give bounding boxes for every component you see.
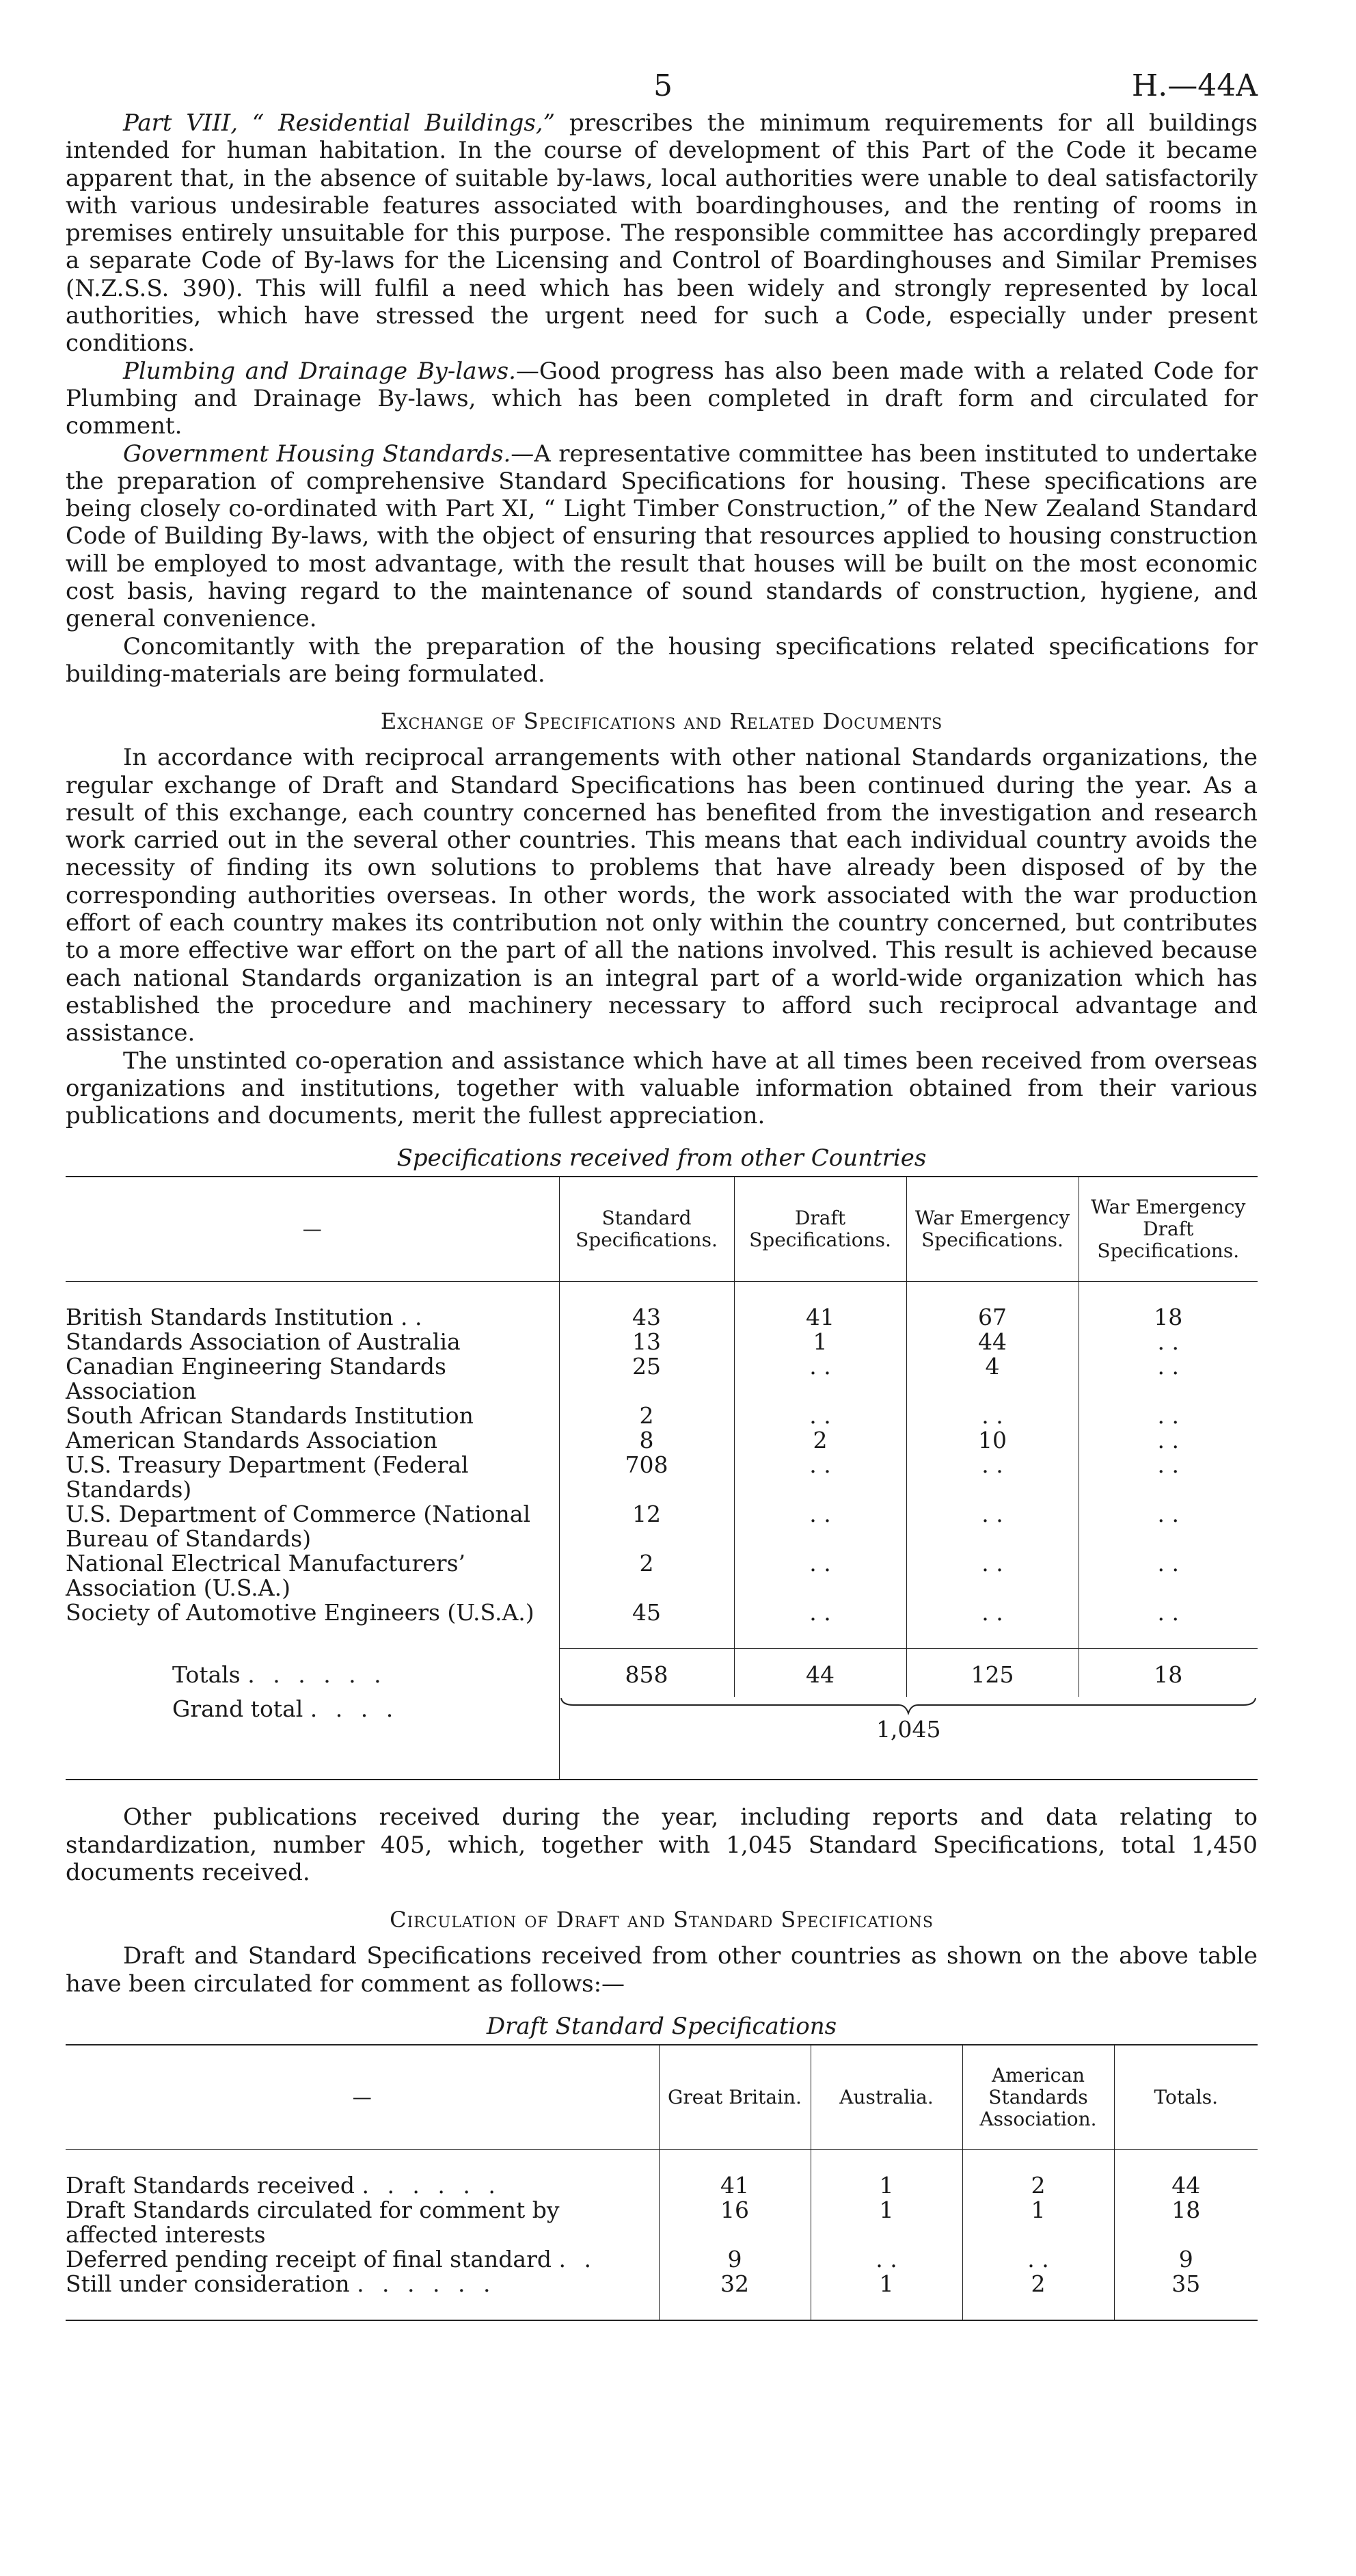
totals-label xyxy=(66,1649,559,1698)
table-cell: . . xyxy=(734,1354,906,1404)
table-cell: 44 xyxy=(1114,2173,1258,2198)
table-row xyxy=(66,2272,1258,2296)
table-row xyxy=(66,1551,1258,1600)
row-label-text: Still under consideration xyxy=(66,2270,350,2297)
table-cell: . . xyxy=(811,2247,962,2272)
spacer-row xyxy=(66,2149,1258,2173)
row-label: South African Standards Institution xyxy=(66,1402,474,1430)
leader-dots: . . . . xyxy=(310,1695,399,1723)
paragraph-other-publications: Other publications received during the year, including reports and data relating to standardization, number 405, which, together with 1,045 Standard Specifications, total 1,450 documents received. xyxy=(66,1803,1258,1886)
paragraph-reciprocal-arrangements: In accordance with reciprocal arrangements with other national Standards organizations, the regular exchange of Draft and Standard Specifications has been continued during the year. As a result of this exchange, each country concerned has benefited from the investigation and research work carried out in the several other countries. This means that each individual country avoids the necessity of finding its own solutions to problems that have already been disposed of by the corresponding authorities overseas. In other words, the work associated with the war production effort of each country makes its contribution not only within the country concerned, but contributes to a more effective war effort on the part of all the nations involved. This result is achieved because each national Standards organization is an integral part of a world-wide organization which has established the procedure and machinery necessary to afford such reciprocal advantage and assistance. xyxy=(66,744,1258,1047)
table-cell: . . xyxy=(734,1600,906,1625)
table-cell: . . xyxy=(1079,1428,1258,1453)
table-cell: . . xyxy=(1079,1502,1258,1551)
row-label: Standards Association of Australia xyxy=(66,1328,461,1356)
row-label: Draft Standards circulated for comment by affected interests xyxy=(66,2196,560,2248)
table-row xyxy=(66,2247,1258,2272)
table-cell: 2 xyxy=(962,2272,1114,2296)
table-cell: 16 xyxy=(659,2198,811,2247)
table-cell: 25 xyxy=(559,1354,734,1404)
spacer-row xyxy=(66,1625,1258,1649)
column-header: War Emergency Specifications. xyxy=(906,1177,1079,1282)
row-label xyxy=(66,2272,659,2296)
leader-dots: . . . . . . xyxy=(247,1661,387,1688)
table-row xyxy=(66,1404,1258,1428)
table-row xyxy=(66,1305,1258,1330)
table-cell: 41 xyxy=(734,1305,906,1330)
table-row xyxy=(66,1354,1258,1404)
table-caption-received: Specifications received from other Countries xyxy=(396,1144,927,1172)
grand-total-row xyxy=(66,1697,1258,1780)
paragraph-government-housing xyxy=(66,440,1258,633)
table-cell: . . xyxy=(1079,1330,1258,1354)
grouping-brace xyxy=(560,1697,1258,1716)
column-header: War Emergency Draft Specifications. xyxy=(1079,1177,1258,1282)
row-label: Canadian Engineering Standards Association xyxy=(66,1353,446,1405)
table-header-row xyxy=(66,1177,1258,1282)
paragraph-residential-buildings xyxy=(66,109,1258,358)
table-cell: 12 xyxy=(559,1502,734,1551)
table-row xyxy=(66,1600,1258,1625)
section-heading-circulation: Circulation of Draft and Standard Specifications xyxy=(390,1907,934,1933)
column-header: Draft Specifications. xyxy=(734,1177,906,1282)
table-caption-draft: Draft Standard Specifications xyxy=(486,2012,837,2040)
document-reference: H.—44A xyxy=(1131,68,1258,103)
table-cell: 45 xyxy=(559,1600,734,1625)
table-cell: . . xyxy=(1079,1404,1258,1428)
paragraph-concomitantly: Concomitantly with the preparation of the housing specifications related specifications for building-materials are being formulated. xyxy=(66,632,1258,688)
column-header: Australia. xyxy=(811,2045,962,2150)
table-cell: . . xyxy=(906,1404,1079,1428)
table-cell: . . xyxy=(1079,1551,1258,1600)
table-row xyxy=(66,1502,1258,1551)
brace-shape xyxy=(560,1697,1257,1716)
table-cell: . . xyxy=(1079,1354,1258,1404)
column-header: — xyxy=(66,2045,659,2150)
table-header-row xyxy=(66,2045,1258,2150)
paragraph-title: Government Housing Standards. xyxy=(123,440,511,468)
paragraph-circulated: Draft and Standard Specifications received from other countries as shown on the above table have been circulated for comment as follows:— xyxy=(66,1942,1258,1998)
total-cell: 44 xyxy=(734,1649,906,1698)
specifications-received-table xyxy=(66,1176,1258,1780)
grand-total-cell xyxy=(559,1697,1258,1780)
leader-dots: . . xyxy=(558,2245,597,2272)
row-label: National Electrical Manufacturers’ Association (U.S.A.) xyxy=(66,1550,466,1602)
column-header: — xyxy=(66,1177,559,1282)
grand-total-label xyxy=(66,1697,559,1780)
paragraph-cooperation: The unstinted co-operation and assistance which have at all times been received from overseas organizations and institutions, together with valuable information obtained from their various publications and documents, merit the fullest appreciation. xyxy=(66,1047,1258,1130)
table-cell: . . xyxy=(1079,1600,1258,1625)
row-label xyxy=(66,2173,659,2198)
grand-total-value: 1,045 xyxy=(876,1716,941,1743)
document-page xyxy=(66,68,1258,2321)
table-row xyxy=(66,1428,1258,1453)
paragraph-title: Plumbing and Drainage By-laws. xyxy=(123,357,516,385)
table-row xyxy=(66,1453,1258,1502)
table-cell: 43 xyxy=(559,1305,734,1330)
table-cell: 708 xyxy=(559,1453,734,1502)
table-cell: . . xyxy=(734,1404,906,1428)
page-header xyxy=(66,68,1258,109)
row-label: American Standards Association xyxy=(66,1427,438,1454)
total-cell: 125 xyxy=(906,1649,1079,1698)
table-cell: 1 xyxy=(962,2198,1114,2247)
spacer-row xyxy=(66,1282,1258,1306)
table-cell: 2 xyxy=(559,1404,734,1428)
total-cell: 858 xyxy=(559,1649,734,1698)
table-cell: . . xyxy=(906,1502,1079,1551)
paragraph-plumbing-drainage xyxy=(66,358,1258,440)
table-cell: 67 xyxy=(906,1305,1079,1330)
table-cell: . . xyxy=(962,2247,1114,2272)
table-cell: 41 xyxy=(659,2173,811,2198)
row-label: Society of Automotive Engineers (U.S.A.) xyxy=(66,1599,534,1626)
table-cell: 2 xyxy=(559,1551,734,1600)
table-cell: . . xyxy=(1079,1453,1258,1502)
table-cell: . . xyxy=(906,1551,1079,1600)
row-label-text: Deferred pending receipt of final standard xyxy=(66,2245,552,2272)
paragraph-title: Part VIII, “ Residential Buildings,” xyxy=(123,109,555,137)
spacer-row xyxy=(66,2296,1258,2320)
table-cell: 35 xyxy=(1114,2272,1258,2296)
table-row xyxy=(66,1330,1258,1354)
table-row xyxy=(66,2173,1258,2198)
section-heading-exchange: Exchange of Specifications and Related Documents xyxy=(380,708,943,735)
paragraph-text: —A representative committee has been instituted to undertake the preparation of comprehensive Standard Specifications for housing. These specifications are being closely co-ordinated with Part XI, “ Light Timber Construction,” of the New Zealand Standard Code of Building By-laws, with the object of ensuring that resources applied to housing construction will be employed to most advantage, with the result that houses will be built on the most economic cost basis, having regard to the maintenance of sound standards of construction, hygiene, and general convenience. xyxy=(66,440,1258,633)
table-cell: 1 xyxy=(734,1330,906,1354)
column-header: Standard Specifications. xyxy=(559,1177,734,1282)
table-cell: 2 xyxy=(734,1428,906,1453)
table-cell: . . xyxy=(734,1502,906,1551)
paragraph-text: —Good progress has also been made with a related Code for Plumbing and Drainage By-laws, which has been completed in draft form and circulated for comment. xyxy=(66,357,1258,440)
table-cell: 2 xyxy=(962,2173,1114,2198)
row-label-text: Draft Standards received xyxy=(66,2171,355,2199)
table-cell: . . xyxy=(734,1551,906,1600)
table-cell: 4 xyxy=(906,1354,1079,1404)
row-label xyxy=(66,2247,659,2272)
row-label: U.S. Department of Commerce (National Bureau of Standards) xyxy=(66,1501,530,1553)
column-header: Totals. xyxy=(1114,2045,1258,2150)
table-cell: 9 xyxy=(659,2247,811,2272)
table-cell: . . xyxy=(734,1453,906,1502)
row-label: British Standards Institution . . xyxy=(66,1304,422,1331)
table-cell: 18 xyxy=(1114,2198,1258,2247)
table-cell: 10 xyxy=(906,1428,1079,1453)
leader-dots: . . . . . . xyxy=(357,2270,496,2297)
leader-dots: . . . . . . xyxy=(362,2171,501,2199)
totals-row xyxy=(66,1649,1258,1698)
table-cell: 9 xyxy=(1114,2247,1258,2272)
table-cell: 44 xyxy=(906,1330,1079,1354)
table-cell: 1 xyxy=(811,2272,962,2296)
table-cell: 13 xyxy=(559,1330,734,1354)
column-header: Great Britain. xyxy=(659,2045,811,2150)
draft-standards-table xyxy=(66,2044,1258,2321)
table-cell: . . xyxy=(906,1453,1079,1502)
row-label: U.S. Treasury Department (Federal Standards) xyxy=(66,1451,469,1503)
total-cell: 18 xyxy=(1079,1649,1258,1698)
table-cell: 18 xyxy=(1079,1305,1258,1330)
grand-total-label-text: Grand total xyxy=(172,1695,303,1723)
table-row xyxy=(66,2198,1258,2247)
table-cell: 32 xyxy=(659,2272,811,2296)
page-number: 5 xyxy=(653,68,673,103)
table-cell: 1 xyxy=(811,2173,962,2198)
table-cell: . . xyxy=(906,1600,1079,1625)
table-cell: 8 xyxy=(559,1428,734,1453)
paragraph-text: prescribes the minimum requirements for all buildings intended for human habitation. In the course of development of this Part of the Code it became apparent that, in the absence of suitable by-laws, local authorities were unable to deal satisfactorily with various undesirable features associated with boardinghouses, and the renting of rooms in premises entirely unsuitable for this purpose. The responsible committee has accordingly prepared a separate Code of By-laws for the Licensing and Control of Boardinghouses and Similar Premises (N.Z.S.S. 390). This will fulfil a need which has been widely and strongly represented by local authorities, which have stressed the urgent need for such a Code, especially under present conditions. xyxy=(66,109,1258,358)
column-header: American Standards Association. xyxy=(962,2045,1114,2150)
totals-label-text: Totals xyxy=(172,1661,241,1688)
table-cell: 1 xyxy=(811,2198,962,2247)
